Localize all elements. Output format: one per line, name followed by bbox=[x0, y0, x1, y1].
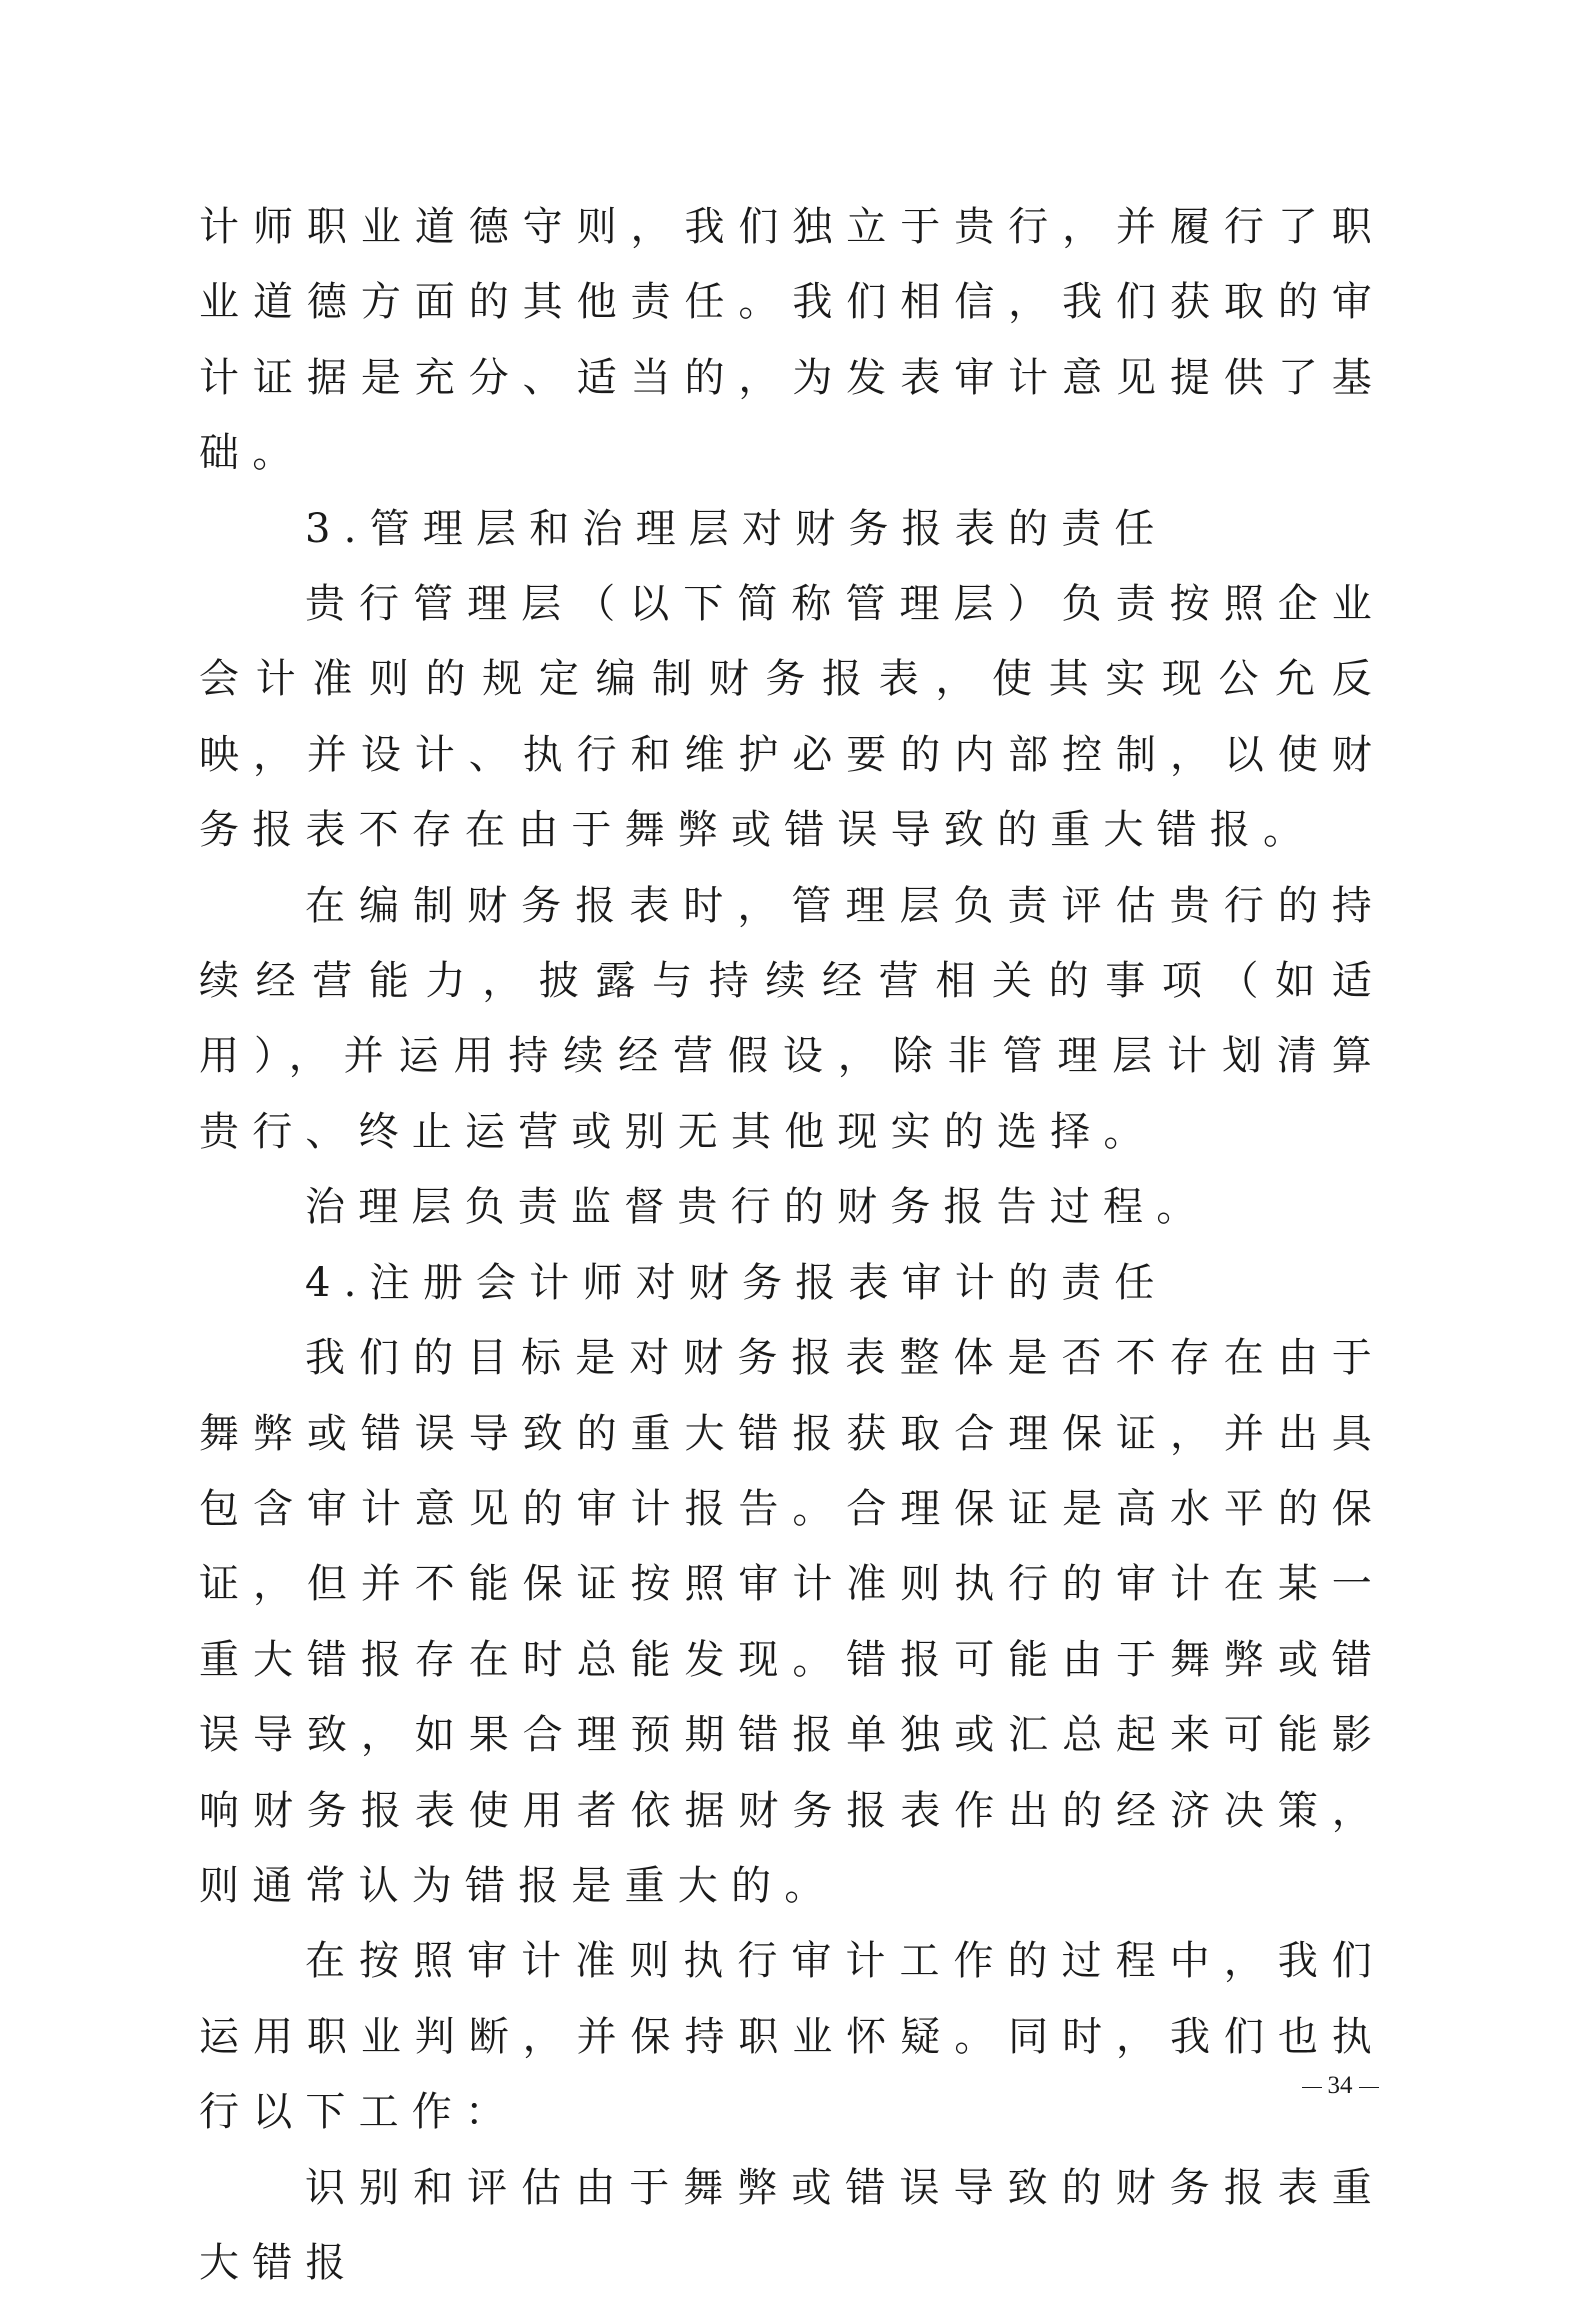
dash-right bbox=[1359, 2087, 1379, 2088]
paragraph: 我们的目标是对财务报表整体是否不存在由于舞弊或错误导致的重大错报获取合理保证，并出具包含审计意见的审计报告。合理保证是高水平的保证，但并不能保证按照审计准则执行的审计在某一重大错报存在时总能发现。错报可能由于舞弊或错误导致，如果合理预期错报单独或汇总起来可能影响财务报表使用者依据财务报表作出的经济决策，则通常认为错报是重大的。 bbox=[199, 1335, 1385, 1909]
paragraph: 在编制财务报表时，管理层负责评估贵行的持续经营能力，披露与持续经营相关的事项（如适用），并运用持续经营假设，除非管理层计划清算贵行、终止运营或别无其他现实的选择。 bbox=[199, 882, 1385, 1155]
document-body bbox=[199, 190, 1385, 2301]
page-footer bbox=[1290, 2072, 1390, 2100]
paragraph: 识别和评估由于舞弊或错误导致的财务报表重大错报 bbox=[199, 2164, 1385, 2286]
paragraph: 在按照审计准则执行审计工作的过程中，我们运用职业判断，并保持职业怀疑。同时，我们也执行以下工作： bbox=[199, 1938, 1385, 2136]
page-number: 34 bbox=[1327, 2072, 1353, 2099]
section-heading-4: 4.注册会计师对财务报表审计的责任 bbox=[305, 1259, 1168, 1306]
paragraph-continued: 计师职业道德守则，我们独立于贵行，并履行了职业道德方面的其他责任。我们相信，我们获取的审计证据是充分、适当的，为发表审计意见提供了基础。 bbox=[199, 204, 1385, 477]
dash-left bbox=[1302, 2087, 1322, 2088]
paragraph: 治理层负责监督贵行的财务报告过程。 bbox=[305, 1184, 1210, 1231]
section-heading-3: 3.管理层和治理层对财务报表的责任 bbox=[305, 505, 1168, 552]
paragraph: 贵行管理层（以下简称管理层）负责按照企业会计准则的规定编制财务报表，使其实现公允反映，并设计、执行和维护必要的内部控制，以使财务报表不存在由于舞弊或错误导致的重大错报。 bbox=[199, 581, 1385, 854]
